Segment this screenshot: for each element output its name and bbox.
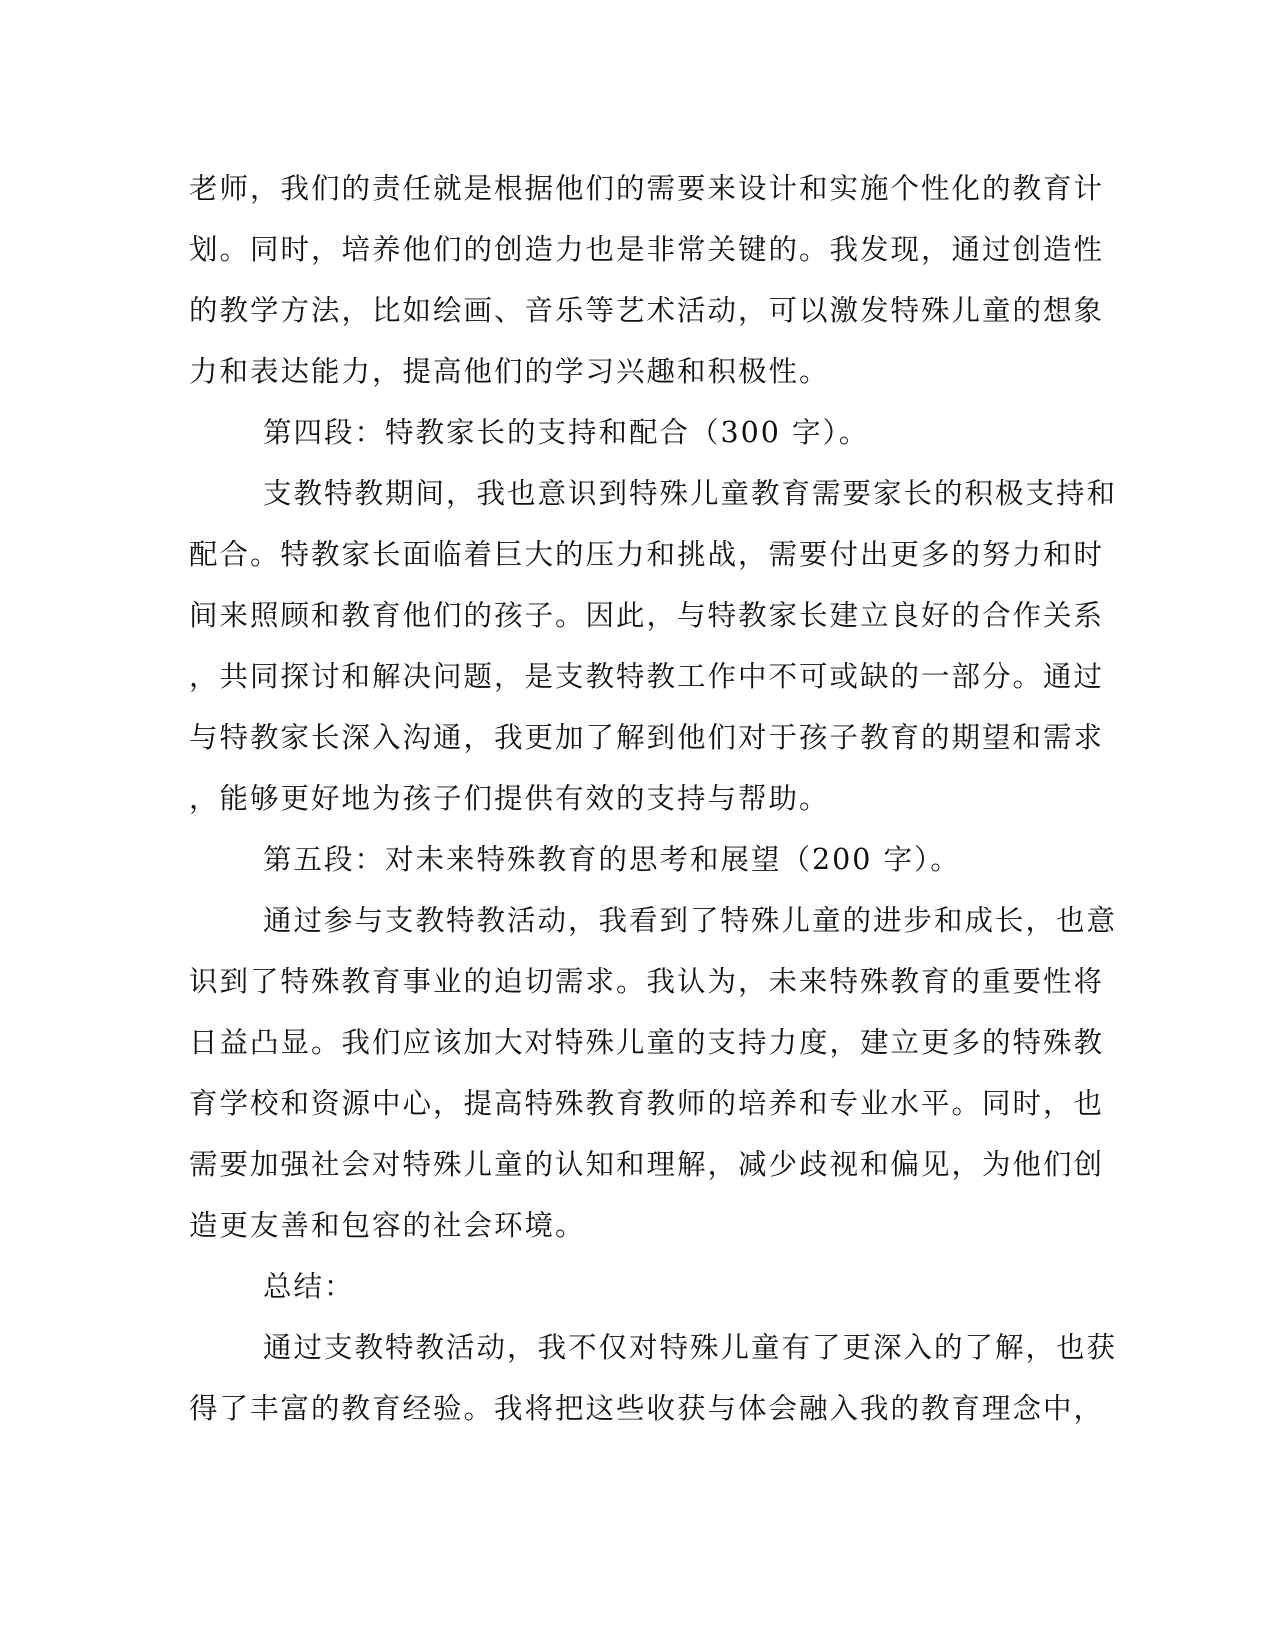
text-line: 的教学方法，比如绘画、音乐等艺术活动，可以激发特殊儿童的想象 bbox=[189, 294, 1105, 327]
text-line: 与特教家长深入沟通，我更加了解到他们对于孩子教育的期望和需求 bbox=[189, 721, 1105, 754]
text-line: 间来照顾和教育他们的孩子。因此，与特教家长建立良好的合作关系 bbox=[189, 599, 1105, 632]
text-line: ，共同探讨和解决问题，是支教特教工作中不可或缺的一部分。通过 bbox=[189, 660, 1105, 693]
text-line: 支教特教期间，我也意识到特殊儿童教育需要家长的积极支持和 bbox=[263, 477, 1118, 510]
text-line: 第五段：对未来特殊教育的思考和展望（200 字）。 bbox=[263, 843, 961, 876]
document-body bbox=[189, 158, 1118, 1439]
text-line: 得了丰富的教育经验。我将把这些收获与体会融入我的教育理念中， bbox=[189, 1392, 1105, 1425]
text-line: 配合。特教家长面临着巨大的压力和挑战，需要付出更多的努力和时 bbox=[189, 538, 1105, 571]
text-line: 划。同时，培养他们的创造力也是非常关键的。我发现，通过创造性 bbox=[189, 233, 1105, 266]
text-line: 力和表达能力，提高他们的学习兴趣和积极性。 bbox=[189, 355, 830, 388]
text-line: 总结： bbox=[263, 1270, 355, 1303]
text-line: 需要加强社会对特殊儿童的认知和理解，减少歧视和偏见，为他们创 bbox=[189, 1148, 1105, 1181]
text-line: 通过支教特教活动，我不仅对特殊儿童有了更深入的了解，也获 bbox=[263, 1331, 1118, 1364]
text-line: 第四段：特教家长的支持和配合（300 字）。 bbox=[263, 416, 870, 449]
text-line: 通过参与支教特教活动，我看到了特殊儿童的进步和成长，也意 bbox=[263, 904, 1118, 937]
text-line: 育学校和资源中心，提高特殊教育教师的培养和专业水平。同时，也 bbox=[189, 1087, 1105, 1120]
text-line: 老师，我们的责任就是根据他们的需要来设计和实施个性化的教育计 bbox=[189, 172, 1105, 205]
text-line: 识到了特殊教育事业的迫切需求。我认为，未来特殊教育的重要性将 bbox=[189, 965, 1105, 998]
text-line: 日益凸显。我们应该加大对特殊儿童的支持力度，建立更多的特殊教 bbox=[189, 1026, 1105, 1059]
text-line: 造更友善和包容的社会环境。 bbox=[189, 1209, 586, 1242]
text-line: ，能够更好地为孩子们提供有效的支持与帮助。 bbox=[189, 782, 830, 815]
